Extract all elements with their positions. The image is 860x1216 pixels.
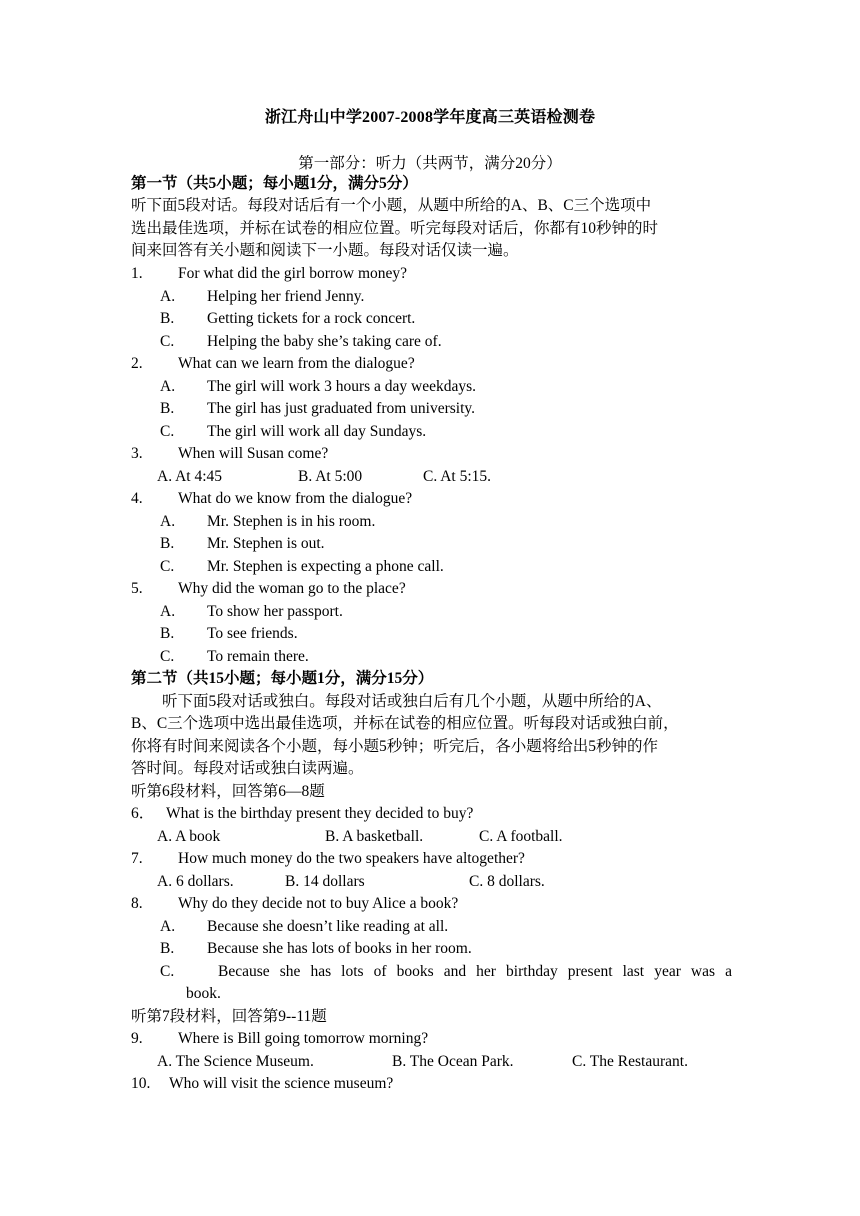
option-text: To show her passport.	[207, 603, 343, 620]
option-letter: B.	[160, 535, 175, 552]
option-letter: B.	[160, 625, 175, 642]
option-text: Getting tickets for a rock concert.	[207, 310, 416, 327]
question-text: How much money do the two speakers have altogether?	[178, 850, 525, 867]
option-text: Helping her friend Jenny.	[207, 288, 365, 305]
option-text: Because she doesn’t like reading at all.	[207, 918, 449, 935]
material-7-heading: 听第7段材料，回答第9--11题	[131, 1008, 327, 1025]
option-letter: C.	[160, 963, 175, 980]
option-letter: B.	[160, 310, 175, 327]
section2-instruction-line: 答时间。每段对话或独白读两遍。	[131, 760, 364, 777]
option-text: To remain there.	[207, 648, 309, 665]
question-text: When will Susan come?	[178, 445, 329, 462]
option-b: B. The Ocean Park.	[392, 1053, 514, 1070]
question-number: 6．	[131, 805, 155, 822]
option-b: B. 14 dollars	[285, 873, 365, 890]
option-letter: A.	[160, 918, 176, 935]
question-number: 10.	[131, 1075, 151, 1092]
option-a: A. At 4:45	[157, 468, 223, 485]
section2-instruction-line: B、C三个选项中选出最佳选项，并标在试卷的相应位置。听每段对话或独白前，	[131, 715, 679, 732]
section1-instruction-line: 间来回答有关小题和阅读下一小题。每段对话仅读一遍。	[131, 242, 519, 259]
section1-heading: 第一节（共5小题；每小题1分，满分5分）	[131, 175, 418, 192]
question-number: 2.	[131, 355, 143, 372]
part1-heading: 第一部分：听力（共两节，满分20分）	[298, 155, 562, 172]
exam-title: 浙江舟山中学2007-2008学年度高三英语检测卷	[264, 109, 596, 126]
option-a: A. A book	[157, 828, 221, 845]
option-c: C. A football.	[479, 828, 563, 845]
option-letter: B.	[160, 940, 175, 957]
option-letter: C.	[160, 333, 175, 350]
option-letter: B.	[160, 400, 175, 417]
option-text: The girl will work 3 hours a day weekdays.	[207, 378, 477, 395]
question-number: 5.	[131, 580, 143, 597]
option-text-continued: book.	[186, 985, 221, 1002]
question-text: What do we know from the dialogue?	[178, 490, 413, 507]
option-b: B. At 5:00	[298, 468, 363, 485]
question-number: 3.	[131, 445, 143, 462]
option-text: Mr. Stephen is in his room.	[207, 513, 376, 530]
option-text: Mr. Stephen is expecting a phone call.	[207, 558, 444, 575]
question-text: Where is Bill going tomorrow morning?	[178, 1030, 429, 1047]
option-text: Because she has lots of books in her room.	[207, 940, 472, 957]
option-letter: A.	[160, 288, 176, 305]
option-a: A. The Science Museum.	[157, 1053, 314, 1070]
option-text: The girl has just graduated from university.	[207, 400, 476, 417]
option-text: Mr. Stephen is out.	[207, 535, 325, 552]
option-text: To see friends.	[207, 625, 298, 642]
option-a: A. 6 dollars.	[157, 873, 234, 890]
option-letter: C.	[160, 423, 175, 440]
section2-instruction-line: 你将有时间来阅读各个小题，每小题5秒钟；听完后，各小题将给出5秒钟的作	[131, 738, 659, 755]
option-c: C. 8 dollars.	[469, 873, 545, 890]
question-number: 8.	[131, 895, 143, 912]
option-text: The girl will work all day Sundays.	[207, 423, 427, 440]
question-text: Why do they decide not to buy Alice a book?	[178, 895, 459, 912]
section1-instruction-line: 听下面5段对话。每段对话后有一个小题，从题中所给的A、B、C三个选项中	[131, 197, 652, 214]
question-text: Why did the woman go to the place?	[178, 580, 406, 597]
option-text: Helping the baby she’s taking care of.	[207, 333, 442, 350]
option-letter: C.	[160, 558, 175, 575]
option-b: B. A basketball.	[325, 828, 424, 845]
option-letter: C.	[160, 648, 175, 665]
option-letter: A.	[160, 603, 176, 620]
section1-instruction-line: 选出最佳选项，并标在试卷的相应位置。听完每段对话后，你都有10秒钟的时	[131, 220, 659, 237]
option-c: C. At 5:15.	[423, 468, 492, 485]
question-text: What is the birthday present they decided to buy?	[166, 805, 474, 822]
question-text: For what did the girl borrow money?	[178, 265, 408, 282]
material-6-heading: 听第6段材料，回答第6—8题	[131, 783, 325, 800]
option-letter: A.	[160, 513, 176, 530]
question-number: 4.	[131, 490, 143, 507]
section2-heading: 第二节（共15小题；每小题1分，满分15分）	[131, 670, 434, 687]
option-letter: A.	[160, 378, 176, 395]
question-text: Who will visit the science museum?	[169, 1075, 394, 1092]
question-number: 1.	[131, 265, 143, 282]
option-text: Because she has lots of books and her birthday present last year was a	[218, 963, 732, 980]
question-number: 9.	[131, 1030, 143, 1047]
option-c: C. The Restaurant.	[572, 1053, 688, 1070]
section2-instruction-line: 听下面5段对话或独白。每段对话或独白后有几个小题，从题中所给的A、	[162, 693, 662, 710]
question-text: What can we learn from the dialogue?	[178, 355, 415, 372]
question-number: 7.	[131, 850, 143, 867]
